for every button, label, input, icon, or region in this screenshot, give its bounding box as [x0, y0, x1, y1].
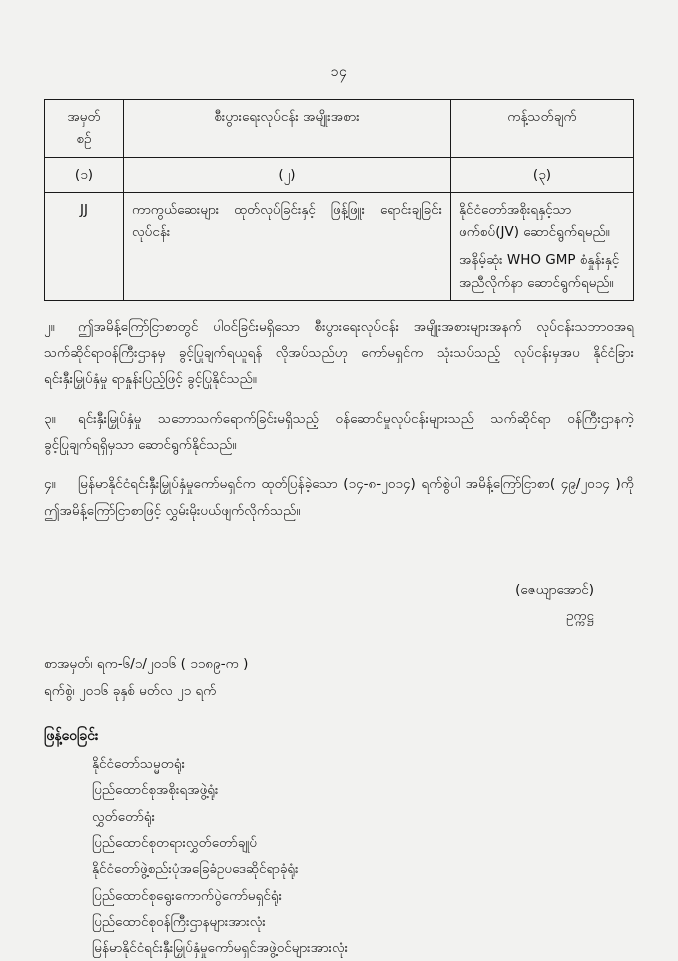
list-item: ပြည်ထောင်စုဝန်ကြီးဌာနများအားလုံး [92, 913, 266, 930]
paragraph-2 [44, 314, 634, 393]
table-header-no [45, 100, 124, 158]
paragraph-4 [44, 471, 634, 524]
row-condition-line-1: နိုင်ငံတော်အစိုးရနှင့်သာ ဖက်စပ်(JV) ဆောင်ရွက်ရမည်။ [459, 201, 610, 241]
row-condition-line-2: အနိမ့်ဆုံး WHO GMP စံနှုန်းနှင့် အညီလိုက်နာ ဆောင်ရွက်ရမည်။ [459, 252, 620, 291]
table-column-number-row [45, 157, 634, 192]
row-business-type: ကာကွယ်ဆေးများ ထုတ်လုပ်ခြင်းနှင့် ဖြန့်ဖြူး ရောင်းချခြင်းလုပ်ငန်း [124, 192, 451, 300]
signature-name: (ဇေယျာအောင်) [515, 582, 594, 599]
signature-block [44, 578, 634, 629]
table-header-business: စီးပွားရေးလုပ်ငန်း အမျိုးအစား [124, 100, 451, 158]
letter-date: ရက်စွဲ၊ ၂၀၁၆ ခုနှစ် မတ်လ ၂၁ ရက် [44, 682, 217, 699]
distribution-title: ဖြန့်ဝေခြင်း [44, 727, 99, 744]
column-number-3: (၃) [451, 157, 634, 192]
list-item: ပြည်ထောင်စုတရားလွှတ်တော်ချုပ် [92, 834, 258, 851]
signature-title: ဥက္ကဋ္ဌ [565, 607, 594, 624]
list-item: မြန်မာနိုင်ငံရင်းနှီးမြှုပ်နှံမှုကော်မရှင်အဖွဲ့ဝင်များအားလုံး [92, 940, 349, 957]
business-restrictions-table [44, 99, 634, 301]
distribution-list [44, 751, 634, 961]
paragraph-2-number: ၂။ [44, 318, 55, 335]
letter-reference: စာအမှတ်၊ ရက-၆/၁/၂၀၁၆ ( ၁၁၈၉-က ) [44, 656, 249, 673]
table-header-condition: ကန့်သတ်ချက် [451, 100, 634, 158]
row-condition [451, 192, 634, 300]
row-number: JJ [45, 192, 124, 300]
paragraph-3-text: ရင်းနှီးမြှုပ်နှံမှု သဘောသက်ရောက်ခြင်းမရှိသည့် ဝန်ဆောင်မှုလုပ်ငန်းများသည် သက်ဆိုင်ရာ ဝန်ကြီးဌာနကဲ့ ခွင့်ပြုချက်ရရှိမှသာ ဆောင်ရွက်နိုင်သည်။ [44, 410, 634, 454]
list-item: ပြည်ထောင်စုအစိုးရအဖွဲ့ရုံး [92, 782, 219, 799]
paragraph-3 [44, 406, 634, 459]
letter-meta [44, 651, 634, 704]
paragraph-3-number: ၃။ [44, 410, 56, 427]
page-number: ၁၄ [330, 64, 348, 80]
list-item: လွှတ်တော်ရုံး [92, 808, 156, 825]
column-number-1: (၁) [45, 157, 124, 192]
paragraph-4-text: မြန်မာနိုင်ငံရင်းနှီးမြှုပ်နှံမှုကော်မရှင်က ထုတ်ပြန်ခဲ့သော (၁၄-၈-၂၀၁၄) ရက်စွဲပါ အမိန့်ကြော်ငြာစာ( ၄၉/၂၀၁၄ )ကို ဤအမိန့်ကြော်ငြာစာဖြင့် လွှမ်းမိုးပယ်ဖျက်လိုက်သည်။ [44, 476, 634, 519]
table-header-no-line1: အမှတ် [67, 109, 101, 125]
paragraph-2-text: ဤအမိန့်ကြော်ငြာစာတွင် ပါဝင်ခြင်းမရှိသော စီးပွားရေးလုပ်ငန်း အမျိုးအစားများအနက် လုပ်ငန်းသဘာဝအရ သက်ဆိုင်ရာဝန်ကြီးဌာနမှ ခွင့်ပြုချက်ရယူရန် လိုအပ်သည်ဟု ကော်မရှင်က သုံးသပ်သည့် လုပ်ငန်းမှအပ နိုင်ငံခြားရင်းနှီးမြှုပ်နှံမှု ရာနှုန်းပြည့်ဖြင့် ခွင့်ပြုနိုင်သည်။ [44, 318, 634, 388]
paragraph-4-number: ၄။ [44, 476, 56, 493]
list-item: ပြည်ထောင်စုရွေးကောက်ပွဲကော်မရှင်ရုံး [92, 887, 283, 904]
table-row [45, 192, 634, 300]
list-item: နိုင်ငံတော်ဖွဲ့စည်းပုံအခြေခံဥပဒေဆိုင်ရာခုံရုံး [92, 861, 299, 878]
table-header-row [45, 100, 634, 158]
column-number-2: (၂) [124, 157, 451, 192]
table-header-no-line2: စဉ် [76, 131, 92, 148]
list-item: နိုင်ငံတော်သမ္မတရုံး [92, 755, 186, 772]
